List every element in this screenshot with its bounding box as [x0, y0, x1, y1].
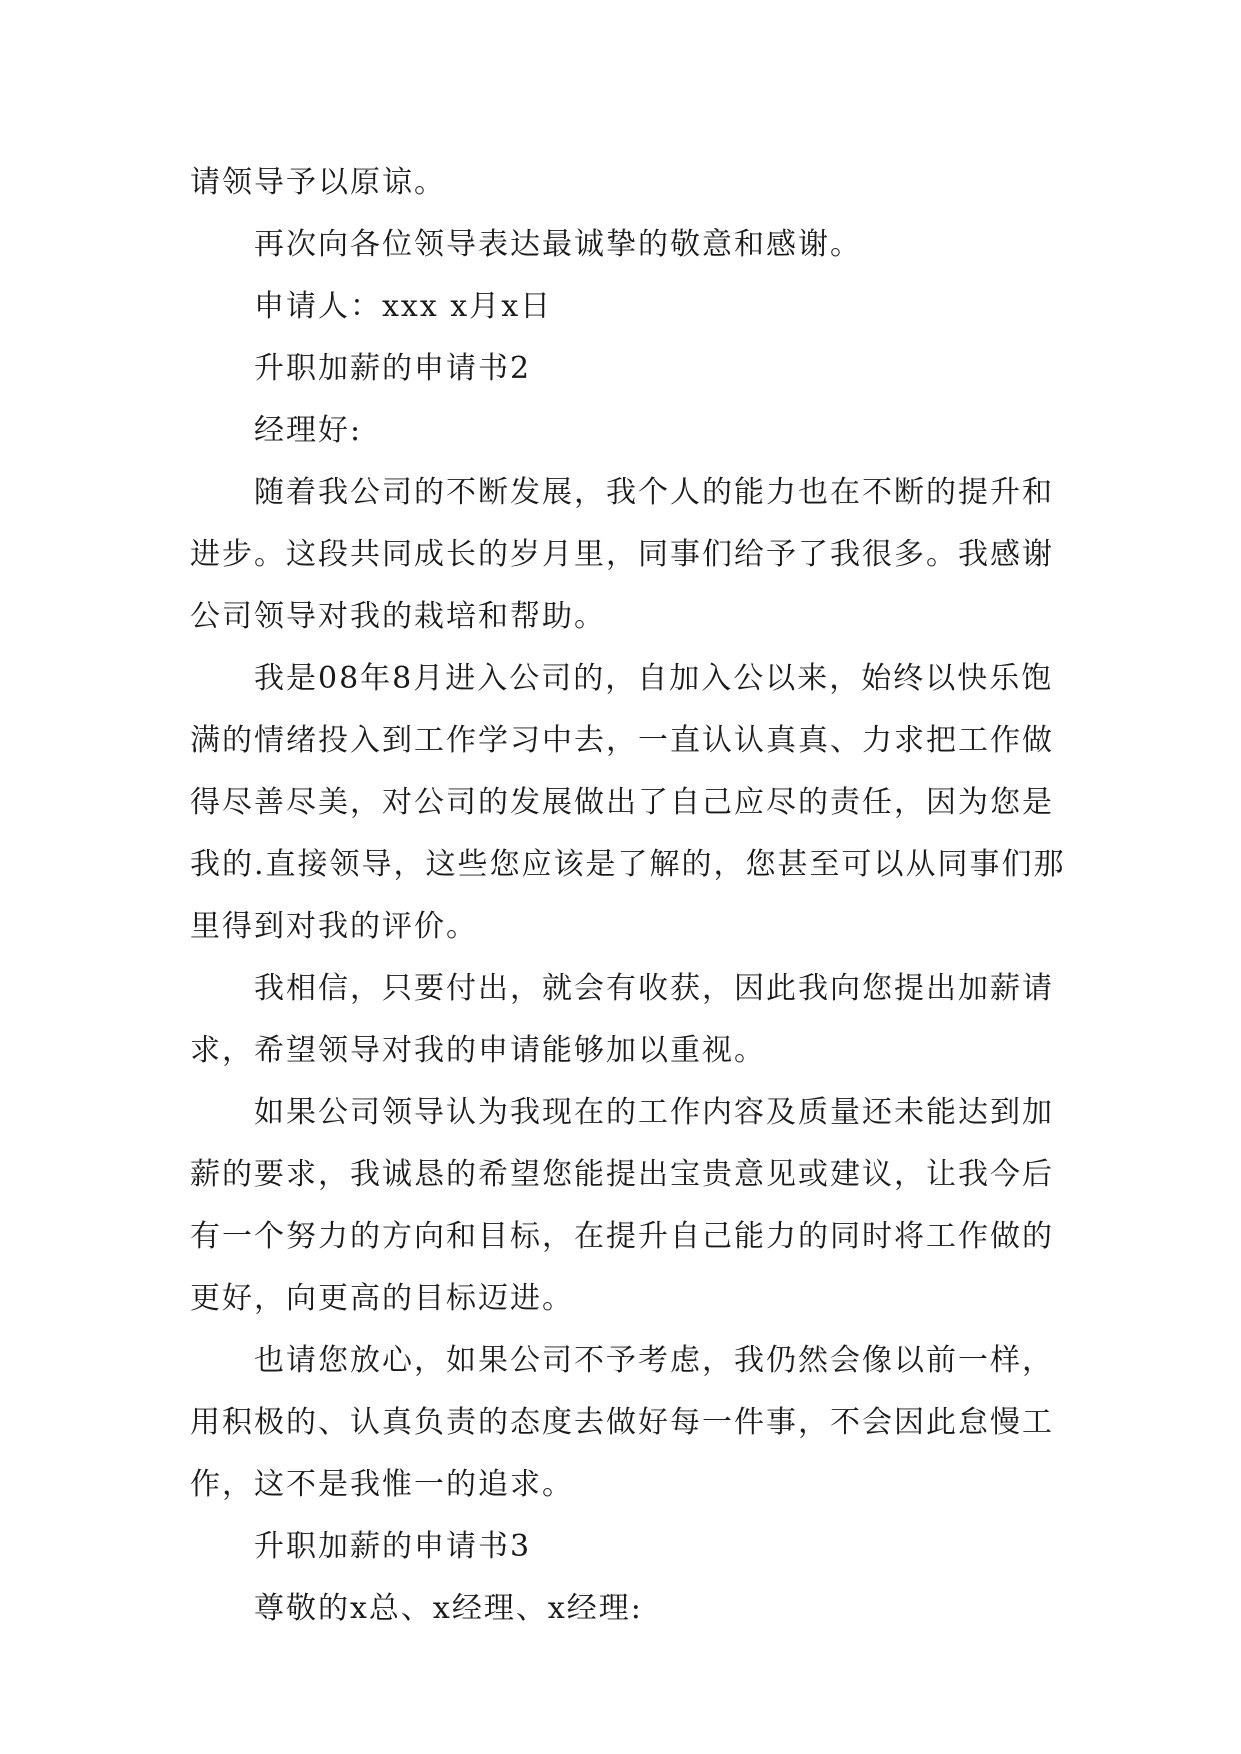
- section-heading-3: 升职加薪的申请书3: [254, 1529, 532, 1564]
- body-paragraph-assurance: 也请您放心，如果公司不予考虑，我仍然会像以前一样，用积极的、认真负责的态度去做好每一件事，不会因此怠慢工作，这不是我惟一的追求。: [190, 1343, 1054, 1502]
- thanks-paragraph: 再次向各位领导表达最诚挚的敬意和感谢。: [254, 227, 862, 262]
- document-body: [190, 152, 1066, 1640]
- closing-apology-paragraph: 请领导予以原谅。: [190, 165, 446, 200]
- body-paragraph-feedback: 如果公司领导认为我现在的工作内容及质量还未能达到加薪的要求，我诚恳的希望您能提出宝贵意见或建议，让我今后有一个努力的方向和目标，在提升自己能力的同时将工作做的更好，向更高的目标迈进。: [190, 1095, 1054, 1316]
- section-heading-2: 升职加薪的申请书2: [254, 351, 532, 386]
- body-paragraph-growth: 随着我公司的不断发展，我个人的能力也在不断的提升和进步。这段共同成长的岁月里，同事们给予了我很多。我感谢公司领导对我的栽培和帮助。: [190, 475, 1054, 634]
- salutation-manager: 经理好:: [254, 413, 363, 448]
- signature-line: 申请人：xxx x月x日: [254, 289, 553, 324]
- body-paragraph-request: 我相信，只要付出，就会有收获，因此我向您提出加薪请求，希望领导对我的申请能够加以重视。: [190, 971, 1054, 1068]
- body-paragraph-work-history: 我是08年8月进入公司的，自加入公以来，始终以快乐饱满的情绪投入到工作学习中去，一直认认真真、力求把工作做得尽善尽美，对公司的发展做出了自己应尽的责任，因为您是我的.直接领导，这些您应该是了解的，您甚至可以从同事们那里得到对我的评价。: [190, 661, 1066, 944]
- salutation-executives: 尊敬的x总、x经理、x经理:: [254, 1591, 643, 1626]
